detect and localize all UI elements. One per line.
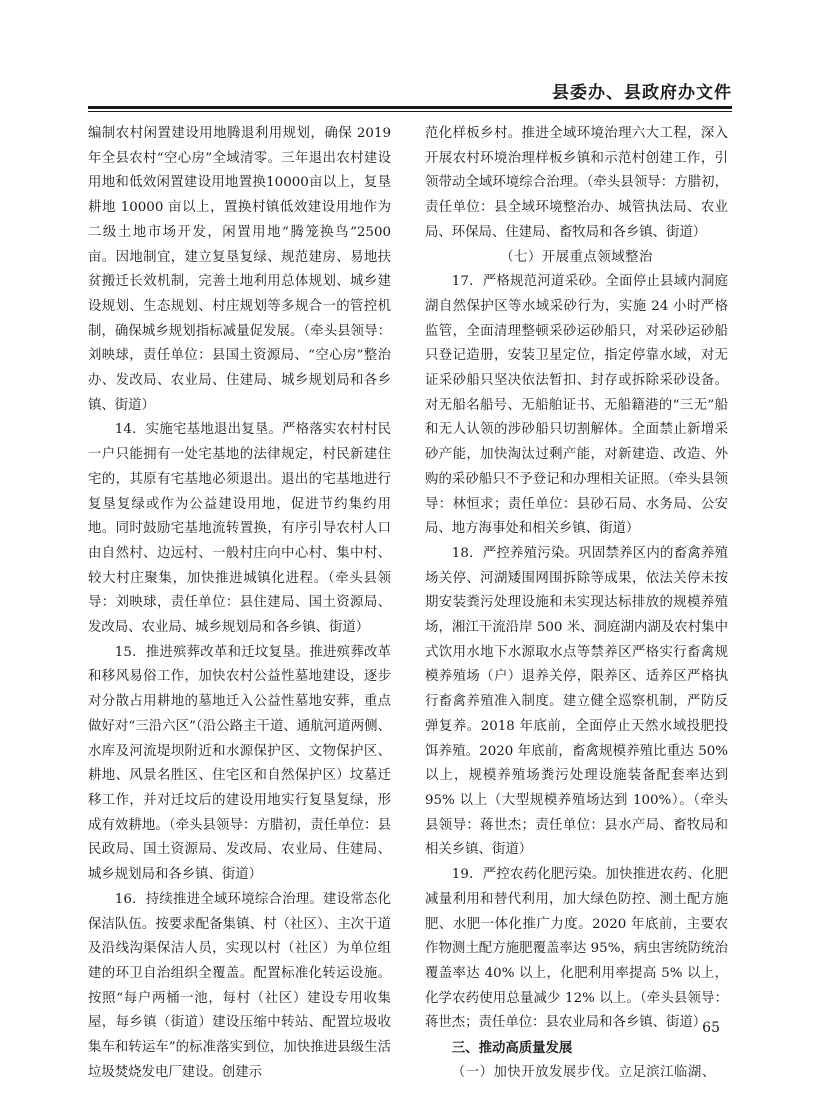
paragraph-item-16: 16．持续推进全域环境综合治理。建设常态化保洁队伍。按要求配备集镇、村（社区）、主次干道及沿线沟渠保洁人员，实现以村（社区）为单位组建的环卫自治组织全覆盖。配置标准化转运设施。按照“每户两桶一池，每村（社区）建设专用收集屋，每乡镇（街道）建设压缩中转站、配置垃圾收集车和转运车”的标准落实到位，加快推进县级生活垃圾焚烧发电厂建设。创建示	[88, 891, 391, 1080]
paragraph-item-15: 15．推进殡葬改革和迁坟复垦。推进殡葬改革和移风易俗工作，加快农村公益性墓地建设，逐步对分散占用耕地的墓地迁入公益性墓地安葬，重点做好对“三沿六区”（沿公路主干道、通航河道两侧、水库及河流堤坝附近和水源保护区、文物保护区、耕地、风景名胜区、住宅区和自然保护区）坟墓迁移工作，并对迁坟后的建设用地实行复垦复绿，形成有效耕地。（牵头县领导：方腊初，责任单位：县民政局、国土资源局、发改局、农业局、住建局、城乡规划局和各乡镇、街道）	[88, 644, 391, 883]
paragraph-item-14: 14．实施宅基地退出复垦。严格落实农村村民一户只能拥有一处宅基地的法律规定，村民新建住宅的，其原有宅基地必须退出。退出的宅基地进行复垦复绿或作为公益建设用地，促进节约集约用地。同时鼓励宅基地流转置换，有序引导农村人口由自然村、边远村、一般村庄向中心村、集中村、较大村庄聚集，加快推进城镇化进程。（牵头县领导：刘映球，责任单位：县住建局、国土资源局、发改局、农业局、城乡规划局和各乡镇、街道）	[88, 422, 391, 636]
document-header-title: 县委办、县政府办文件	[552, 83, 732, 103]
page-number: 65	[702, 1020, 720, 1036]
paragraph-item-19: 19．严控农药化肥污染。加快推进农药、化肥减量利用和替代利用，加大绿色防控、测土配方施肥、水肥一体化推广力度。2020 年底前，主要农作物测土配方施肥覆盖率达 95%，病虫害统防统治覆盖率达 40% 以上，化肥利用率提高 5% 以上，化学农药使用总量减少 12% 以上。（牵头县领导：蒋世杰；责任单位：县农业局和各乡镇、街道）	[425, 867, 728, 1031]
section-heading-7: （七）开展重点领域整治	[500, 249, 653, 265]
header-rule-thick	[88, 106, 732, 109]
paragraph-item-18: 18．严控养殖污染。巩固禁养区内的畜禽养殖场关停、河湖矮围网围拆除等成果，依法关停未按期安装粪污处理设施和未实现达标排放的规模养殖场，湘江干流沿岸 500 米、洞庭湖内湖及农村集中式饮用水地下水源取水点等禁养区严格实行畜禽规模养殖场（户）退养关停，限养区、适养区严格执行畜禽养殖准入制度。建立健全巡察机制，严防反弹复养。2018 年底前，全面停止天然水域投肥投饵养殖。2020 年底前，畜禽规模养殖比重达 50% 以上，规模养殖场粪污处理设施装备配套率达到 95% 以上（大型规模养殖场达到 100%）。（牵头县领导：蒋世杰；责任单位：县水产局、畜牧局和相关乡镇、街道）	[425, 545, 728, 858]
paragraph-item-17: 17．严格规范河道采砂。全面停止县域内洞庭湖自然保护区等水域采砂行为，实施 24 小时严格监管，全面清理整顿采砂运砂船只，对采砂运砂船只登记造册，安装卫星定位，指定停靠水域，对无证采砂船只坚决依法暂扣、封存或拆除采砂设备。对无船名船号、无船舶证书、无船籍港的“三无”船和无人认领的涉砂船只切割解体。全面禁止新增采砂产能，加快淘汰过剩产能，对新建造、改造、外购的采砂船只不予登记和办理相关证照。（牵头县领导：林恒求；责任单位：县砂石局、水务局、公安局、地方海事处和相关乡镇、街道）	[425, 274, 728, 537]
header-rule-thin	[88, 111, 732, 112]
section-heading-3: 三、推动高质量发展	[451, 1040, 573, 1057]
left-text-column	[88, 122, 391, 1080]
paragraph: 范化样板乡村。推进全域环境治理六大工程，深入开展农村环境治理样板乡镇和示范村创建工作，引领带动全域环境综合治理。（牵头县领导：方腊初，责任单位：县全域环境整治办、城管执法局、农业局、环保局、住建局、畜牧局和各乡镇、街道）	[425, 126, 728, 240]
paragraph: 编制农村闲置建设用地腾退利用规划，确保 2019年全县农村“空心房”全域清零。三年退出农村建设用地和低效闲置建设用地置换10000亩以上，复垦耕地 10000 亩以上，置换村镇低效建设用地作为二级土地市场开发，闲置用地“腾笼换鸟”2500 亩。因地制宜，建立复垦复绿、规范建房、易地扶贫搬迁长效机制，完善土地利用总体规划、城乡建设规划、生态规划、村庄规划等多规合一的管控机制，确保城乡规划指标减量促发展。（牵头县领导：刘映球，责任单位：县国土资源局、“空心房”整治办、发改局、农业局、住建局、城乡规划局和各乡镇、街道）	[88, 126, 391, 413]
subsection-heading-1: （一）加快开放发展步伐。立足滨江临湖、	[451, 1064, 716, 1080]
